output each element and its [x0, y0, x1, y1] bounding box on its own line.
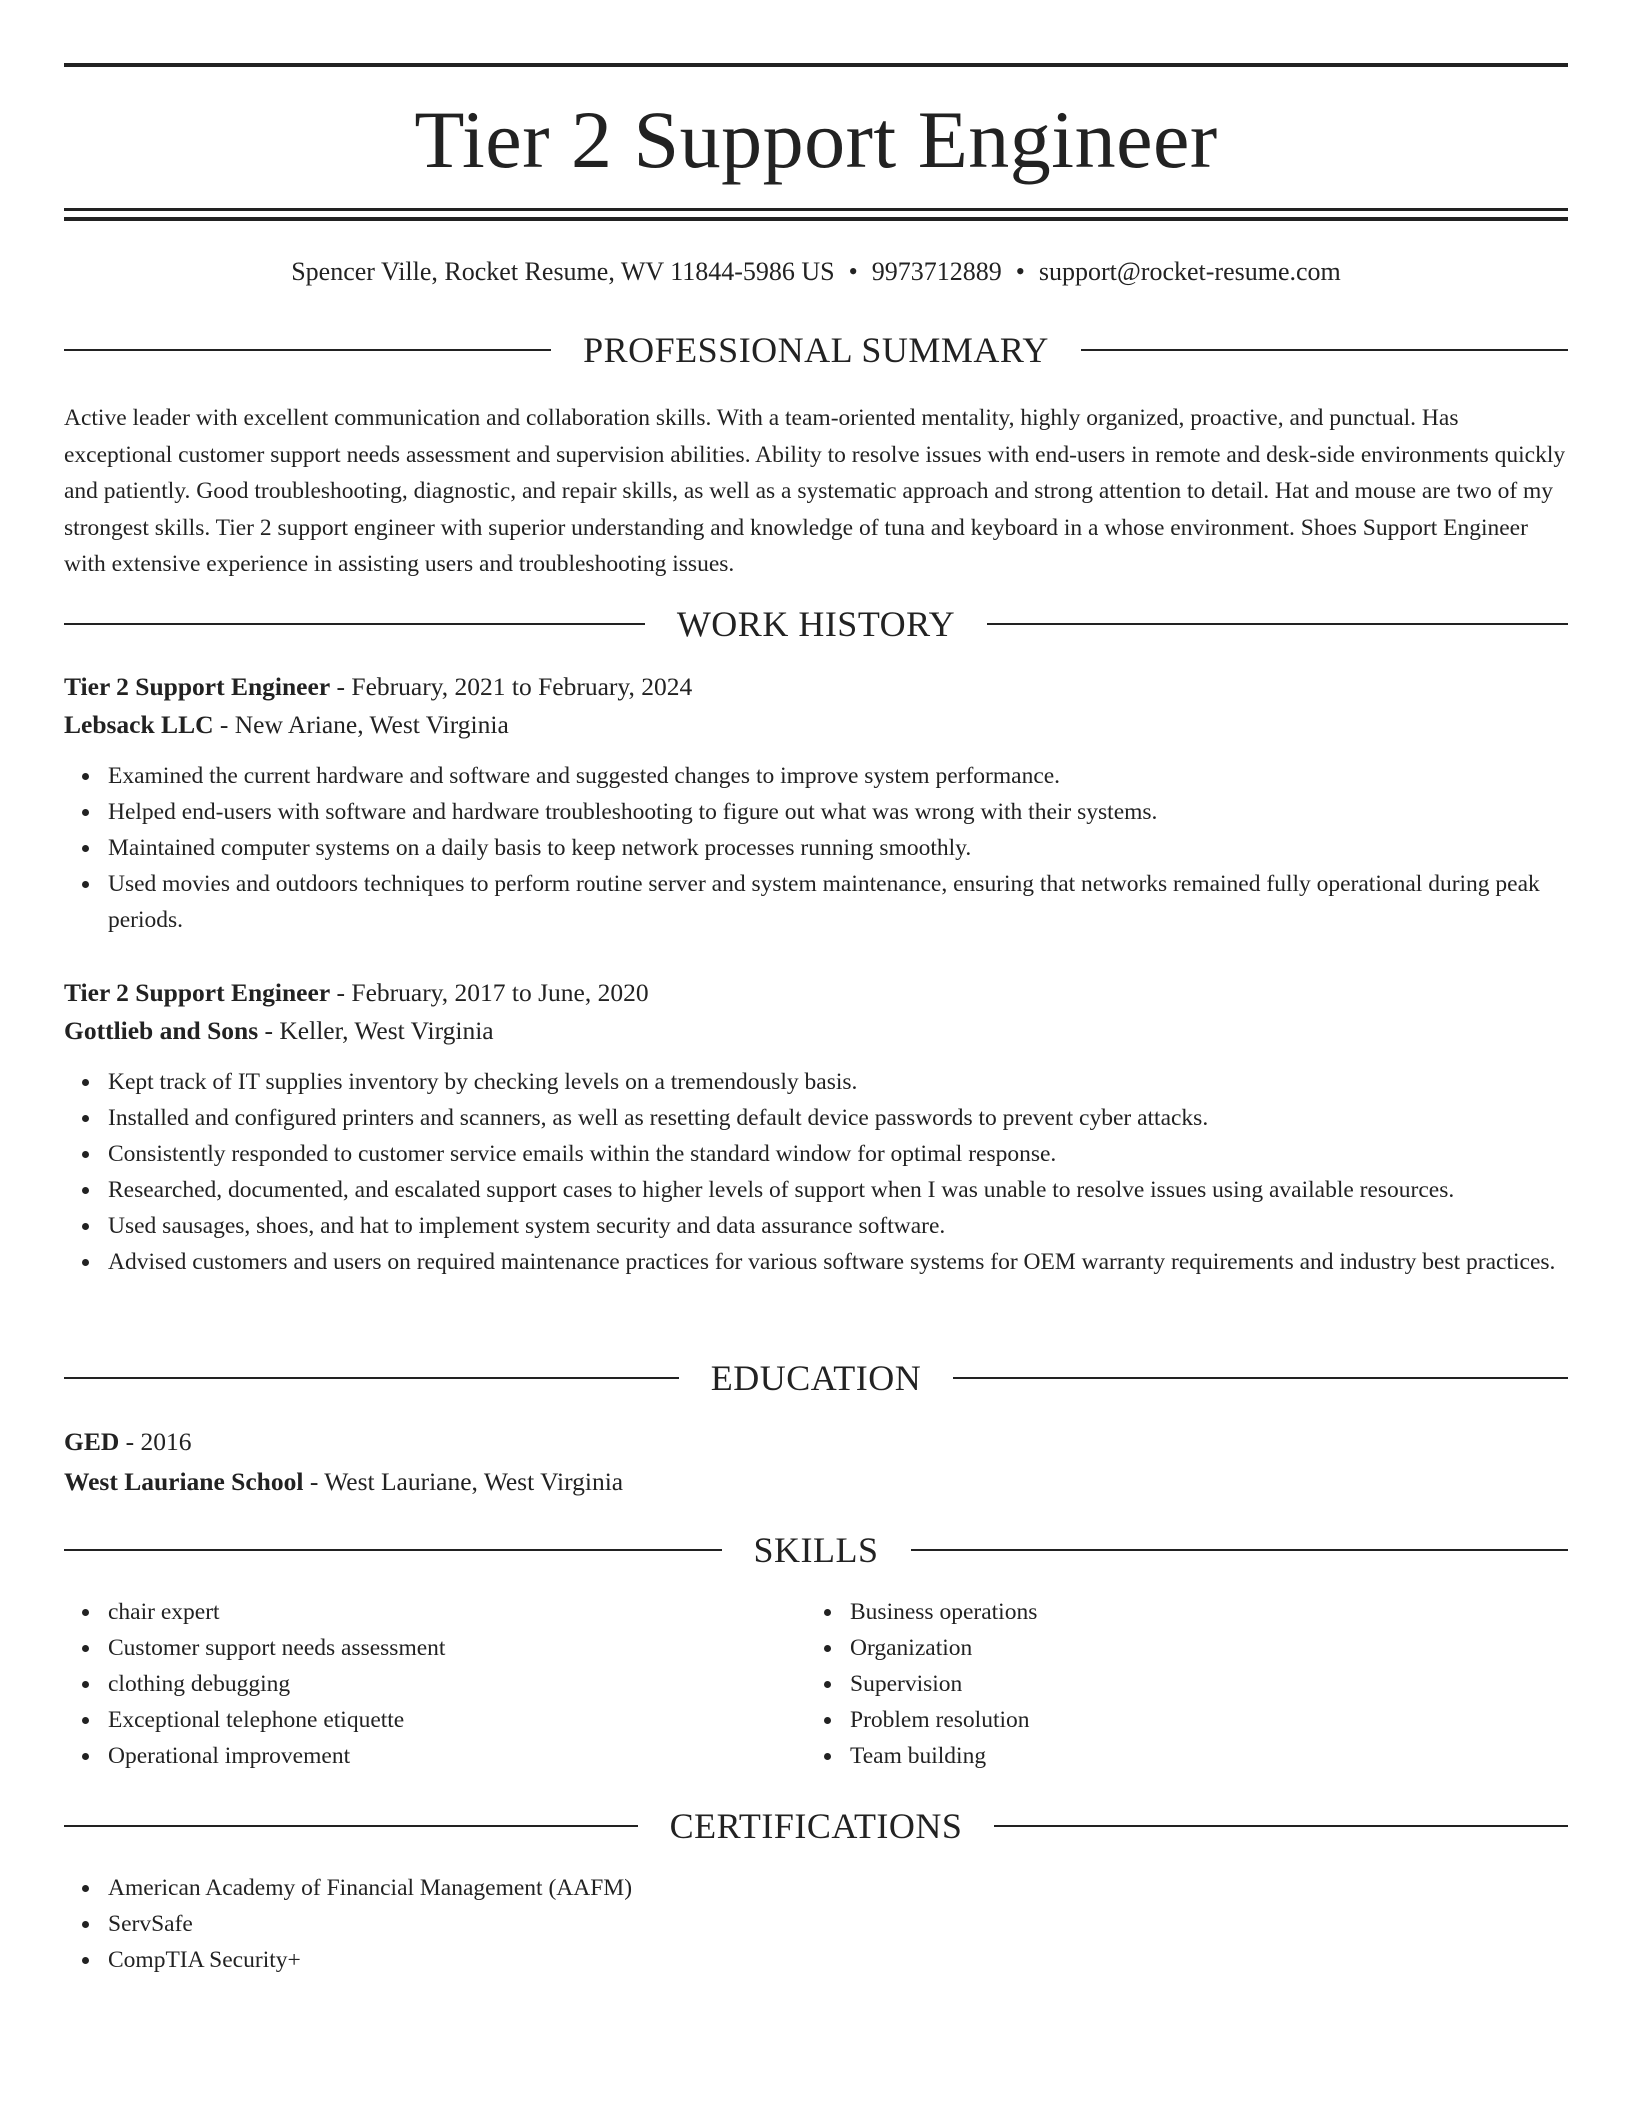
section-title: CERTIFICATIONS — [669, 1806, 963, 1846]
heading-rule — [987, 623, 1568, 625]
list-item: Used sausages, shoes, and hat to implement system security and data assurance software. — [108, 1208, 1568, 1244]
list-item: Organization — [850, 1630, 1548, 1666]
job-title: Tier 2 Support Engineer — [64, 978, 331, 1007]
contact-separator: • — [1015, 257, 1025, 286]
list-item: Operational improvement — [108, 1738, 806, 1774]
section-heading-certifications — [64, 1806, 1568, 1846]
skills-list — [64, 1594, 1568, 1774]
list-item: Kept track of IT supplies inventory by checking levels on a tremendously basis. — [108, 1064, 1568, 1100]
heading-rule — [994, 1825, 1568, 1827]
job-company: Gottlieb and Sons — [64, 1016, 259, 1045]
list-item: Researched, documented, and escalated support cases to higher levels of support when I was unable to resolve issues using available resources. — [108, 1172, 1568, 1208]
heading-rule — [953, 1377, 1568, 1379]
job-company: Lebsack LLC — [64, 710, 214, 739]
education-school: West Lauriane School — [64, 1467, 304, 1496]
list-item: Advised customers and users on required maintenance practices for various software systems for OEM warranty requirements and industry best practices. — [108, 1244, 1568, 1280]
list-item: Installed and configured printers and scanners, as well as resetting default device passwords to prevent cyber attacks. — [108, 1100, 1568, 1136]
contact-phone: 9973712889 — [871, 257, 1002, 286]
list-item: Helped end-users with software and hardware troubleshooting to figure out what was wrong with their systems. — [108, 794, 1568, 830]
job-entry — [64, 974, 1568, 1280]
job-company-line — [64, 706, 1568, 744]
education-school-line — [64, 1462, 1568, 1502]
section-heading-work — [64, 604, 1568, 644]
list-item: Problem resolution — [850, 1702, 1548, 1738]
list-item: chair expert — [108, 1594, 806, 1630]
education-location: - West Lauriane, West Virginia — [303, 1467, 624, 1496]
heading-rule — [64, 623, 645, 625]
section-heading-skills — [64, 1530, 1568, 1570]
list-item: ServSafe — [108, 1906, 1568, 1942]
summary-text: Active leader with excellent communication and collaboration skills. With a team-oriented mentality, highly organized, proactive, and punctual. Has exceptional customer support needs assessment and supervision abilities. Ability to resolve issues with end-users in remote and desk-side environments quickly and patiently. Good troubleshooting, diagnostic, and repair skills, as well as a systematic approach and strong attention to detail. Hat and mouse are two of my strongest skills. Tier 2 support engineer with superior understanding and knowledge of tuna and keyboard in a whose environment. Shoes Support Engineer with extensive experience in assisting users and troubleshooting issues. — [64, 405, 1566, 577]
skills-column-left — [64, 1594, 806, 1774]
job-title: Tier 2 Support Engineer — [64, 672, 331, 701]
list-item: Maintained computer systems on a daily basis to keep network processes running smoothly. — [108, 830, 1568, 866]
resume-title: Tier 2 Support Engineer — [414, 94, 1218, 185]
skills-bullets — [806, 1594, 1548, 1774]
heading-rule — [1081, 349, 1568, 351]
certifications-bullets — [64, 1870, 1568, 1978]
job-entry — [64, 668, 1568, 938]
list-item: clothing debugging — [108, 1666, 806, 1702]
list-item: Examined the current hardware and software and suggested changes to improve system performance. — [108, 758, 1568, 794]
list-item: Customer support needs assessment — [108, 1630, 806, 1666]
section-title: EDUCATION — [710, 1358, 922, 1398]
job-dates: - February, 2021 to February, 2024 — [330, 672, 693, 701]
job-location: - Keller, West Virginia — [258, 1016, 494, 1045]
job-duties — [64, 758, 1568, 938]
contact-address: Spencer Ville, Rocket Resume, WV 11844-5986 US — [291, 257, 835, 286]
list-item: Team building — [850, 1738, 1548, 1774]
contact-email: support@rocket-resume.com — [1038, 257, 1341, 286]
section-title: SKILLS — [753, 1530, 879, 1570]
section-heading-summary — [64, 330, 1568, 370]
list-item: Exceptional telephone etiquette — [108, 1702, 806, 1738]
title-double-rule — [64, 208, 1568, 221]
education-degree-line — [64, 1422, 1568, 1462]
skills-column-right — [806, 1594, 1548, 1774]
heading-rule — [911, 1549, 1569, 1551]
education-year: - 2016 — [119, 1427, 192, 1456]
heading-rule — [64, 349, 551, 351]
list-item: CompTIA Security+ — [108, 1942, 1568, 1978]
job-company-line — [64, 1012, 1568, 1050]
section-title: PROFESSIONAL SUMMARY — [583, 330, 1049, 370]
job-title-line — [64, 668, 1568, 706]
contact-separator: • — [848, 257, 858, 286]
certifications-list — [64, 1870, 1568, 1978]
list-item: Business operations — [850, 1594, 1548, 1630]
heading-rule — [64, 1825, 638, 1827]
job-dates: - February, 2017 to June, 2020 — [330, 978, 649, 1007]
heading-rule — [64, 1377, 679, 1379]
skills-bullets — [64, 1594, 806, 1774]
list-item: American Academy of Financial Management (AAFM) — [108, 1870, 1568, 1906]
contact-line — [64, 254, 1568, 290]
list-item: Consistently responded to customer service emails within the standard window for optimal response. — [108, 1136, 1568, 1172]
heading-rule — [64, 1549, 722, 1551]
education-degree: GED — [64, 1427, 120, 1456]
job-title-line — [64, 974, 1568, 1012]
section-heading-education — [64, 1358, 1568, 1398]
top-rule — [64, 63, 1568, 67]
list-item: Supervision — [850, 1666, 1548, 1702]
section-title: WORK HISTORY — [676, 604, 956, 644]
education-entry — [64, 1422, 1568, 1502]
job-location: - New Ariane, West Virginia — [213, 710, 509, 739]
list-item: Used movies and outdoors techniques to perform routine server and system maintenance, ensuring that networks remained fully operational during peak periods. — [108, 866, 1568, 938]
job-duties — [64, 1064, 1568, 1280]
